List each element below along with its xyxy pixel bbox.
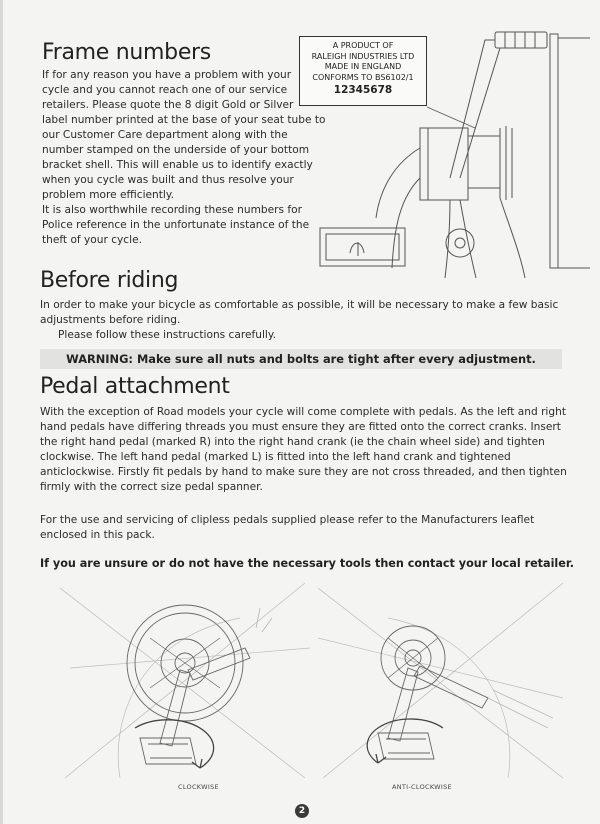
before-riding-paragraph bbox=[40, 298, 560, 328]
pedal-attachment-heading: Pedal attachment bbox=[40, 374, 230, 399]
anti-clockwise-pedal-illustration bbox=[318, 578, 568, 783]
label-line: MADE IN ENGLAND bbox=[324, 62, 402, 71]
label-serial-number: 12345678 bbox=[333, 84, 393, 96]
text-line: hand pedals have differing threads you must ensure they are fitted onto the correct cranks. Insert bbox=[40, 421, 561, 433]
frame-numbers-paragraph bbox=[42, 68, 326, 248]
clockwise-caption: CLOCKWISE bbox=[178, 783, 219, 791]
label-line: RALEIGH INDUSTRIES LTD bbox=[311, 51, 415, 61]
text-line: our Customer Care department along with the bbox=[42, 129, 288, 141]
text-line: bracket shell. This will enable us to identify exactly bbox=[42, 159, 313, 171]
text-line: retailers. Please quote the 8 digit Gold or Silver bbox=[42, 99, 294, 111]
text-line: label number printed at the base of your seat tube to bbox=[42, 114, 326, 126]
text-line: adjustments before riding. bbox=[40, 314, 181, 326]
text-line: clockwise. The left hand pedal (marked L) is fitted into the left hand crank and tightened bbox=[40, 451, 511, 463]
text-line: when you cycle was built and thus resolve your bbox=[42, 174, 294, 186]
pedal-attachment-paragraph bbox=[40, 405, 570, 495]
text-line: Police reference in the unfortunate instance of the bbox=[42, 219, 310, 231]
text-line: In order to make your bicycle as comfortable as possible, it will be necessary to make a few basic bbox=[40, 299, 559, 311]
text-line: anticlockwise. Firstly fit pedals by hand to make sure they are not cross threaded, and then tighten bbox=[40, 466, 567, 478]
contact-retailer-note: If you are unsure or do not have the necessary tools then contact your local retailer. bbox=[40, 557, 575, 570]
text-line: theft of your cycle. bbox=[42, 234, 142, 246]
anti-clockwise-caption: ANTI-CLOCKWISE bbox=[392, 783, 452, 791]
label-line: CONFORMS TO BS6102/1 bbox=[312, 72, 414, 82]
text-line: number stamped on the underside of your bottom bbox=[42, 144, 310, 156]
text-line: problem more efficiently. bbox=[42, 189, 174, 201]
clockwise-pedal-illustration bbox=[60, 578, 310, 783]
page-number: 2 bbox=[295, 804, 309, 818]
bottom-bracket-illustration bbox=[300, 28, 600, 284]
text-line: It is also worthwhile recording these numbers for bbox=[42, 204, 302, 216]
text-line: firmly with the correct size pedal spanner. bbox=[40, 481, 263, 493]
text-line: With the exception of Road models your cycle will come complete with pedals. As the left and right bbox=[40, 406, 566, 418]
label-line: A PRODUCT OF bbox=[332, 41, 394, 50]
text-line: enclosed in this pack. bbox=[40, 529, 155, 541]
warning-banner: WARNING: Make sure all nuts and bolts are tight after every adjustment. bbox=[40, 349, 562, 369]
frame-numbers-heading: Frame numbers bbox=[42, 40, 211, 65]
clipless-pedals-paragraph bbox=[40, 513, 570, 543]
page-edge bbox=[0, 0, 3, 824]
text-line: the right hand pedal (marked R) into the right hand crank (ie the chain wheel side) and tighten bbox=[40, 436, 545, 448]
text-line: If for any reason you have a problem with your bbox=[42, 69, 292, 81]
text-line: cycle and you cannot reach one of our service bbox=[42, 84, 288, 96]
follow-instructions-text: Please follow these instructions carefully. bbox=[58, 329, 276, 341]
before-riding-heading: Before riding bbox=[40, 268, 179, 293]
text-line: For the use and servicing of clipless pedals supplied please refer to the Manufacturers leaflet bbox=[40, 514, 535, 526]
